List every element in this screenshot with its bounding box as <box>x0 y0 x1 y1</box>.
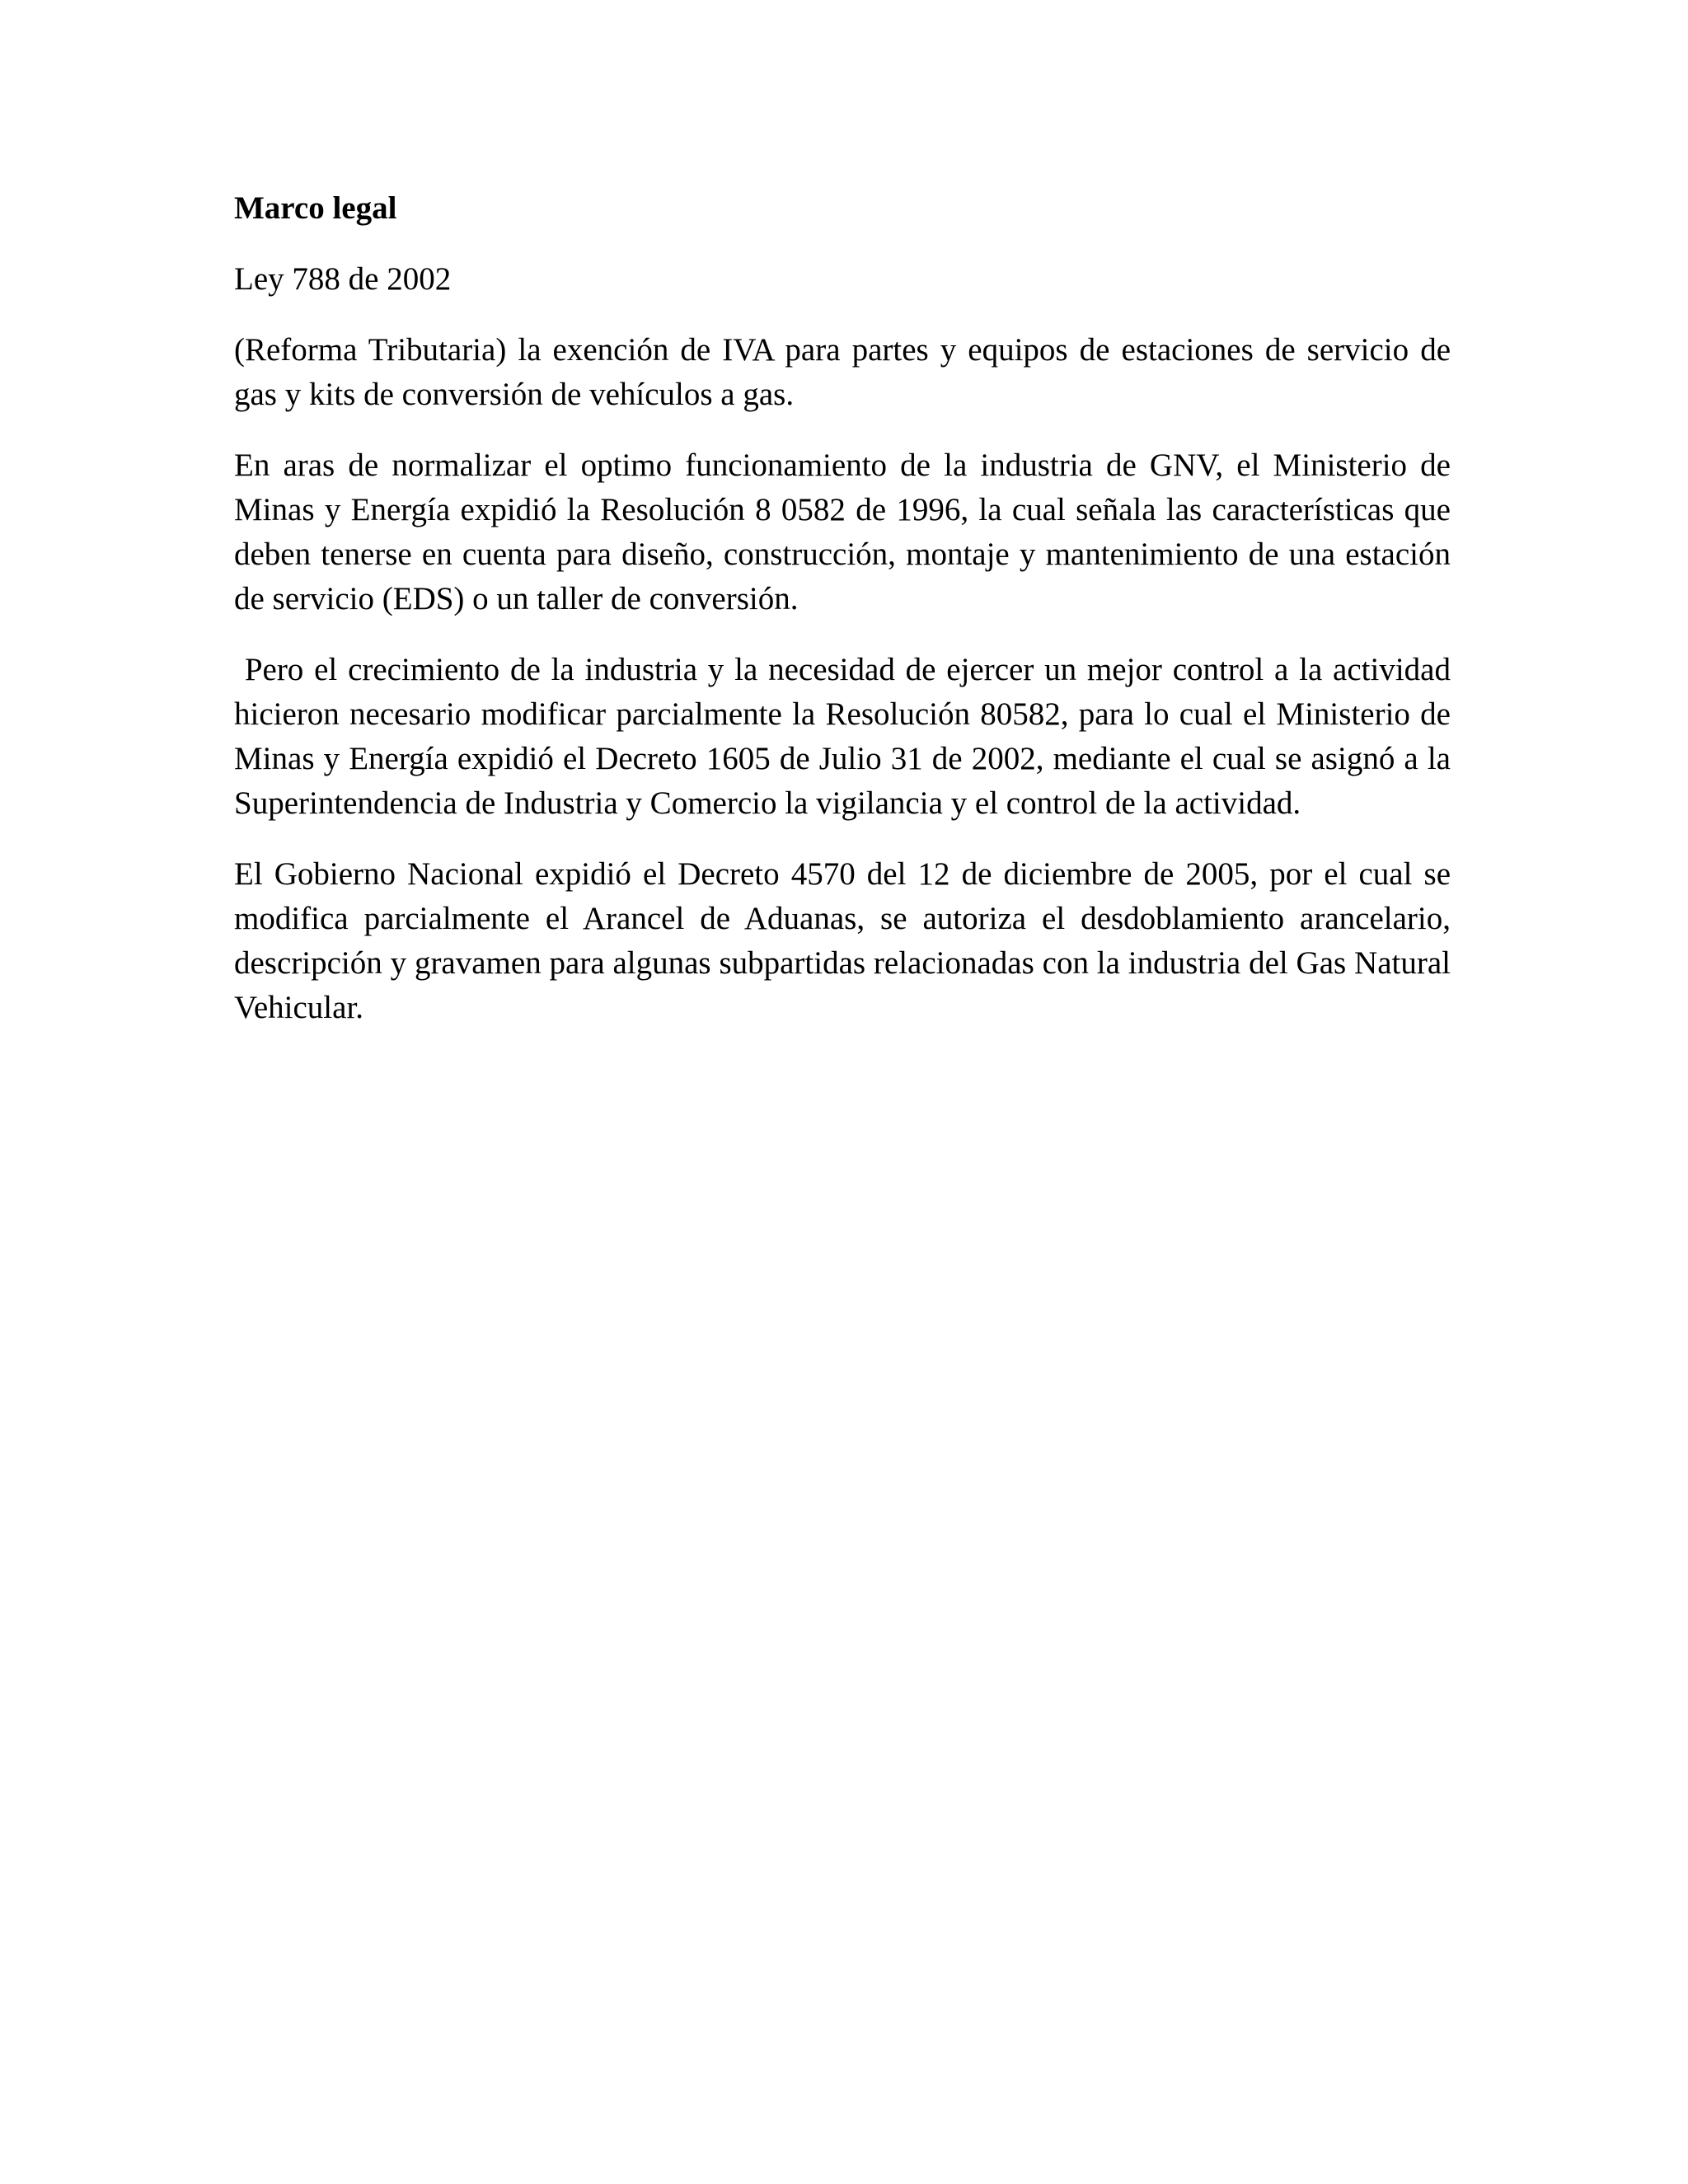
paragraph-3: Pero el crecimiento de la industria y la necesidad de ejercer un mejor control a la actividad hicieron necesario modificar parcialmente la Resolución 80582, para lo cual el Ministerio de Minas y Energía expidió el Decreto 1605 de Julio 31 de 2002, mediante el cual se asignó a la Superintendencia de Industria y Comercio la vigilancia y el control de la actividad. <box>234 652 1459 821</box>
section-heading: Marco legal <box>234 190 397 226</box>
paragraph-2: En aras de normalizar el optimo funcionamiento de la industria de GNV, el Ministerio de Minas y Energía expidió la Resolución 8 0582 de 1996, la cual señala las características que deben tenerse en cuenta para diseño, construcción, montaje y mantenimiento de una estación de servicio (EDS) o un taller de conversión. <box>234 448 1451 616</box>
paragraph-1: (Reforma Tributaria) la exención de IVA para partes y equipos de estaciones de servicio de gas y kits de conversión de vehículos a gas. <box>234 332 1451 412</box>
document-body <box>234 186 1459 1057</box>
paragraph-4: El Gobierno Nacional expidió el Decreto 4570 del 12 de diciembre de 2005, por el cual se modifica parcialmente el Arancel de Aduanas, se autoriza el desdoblamiento arancelario, descripción y gravamen para algunas subpartidas relacionadas con la industria del Gas Natural Vehicular. <box>234 856 1451 1025</box>
law-title: Ley 788 de 2002 <box>234 261 452 297</box>
